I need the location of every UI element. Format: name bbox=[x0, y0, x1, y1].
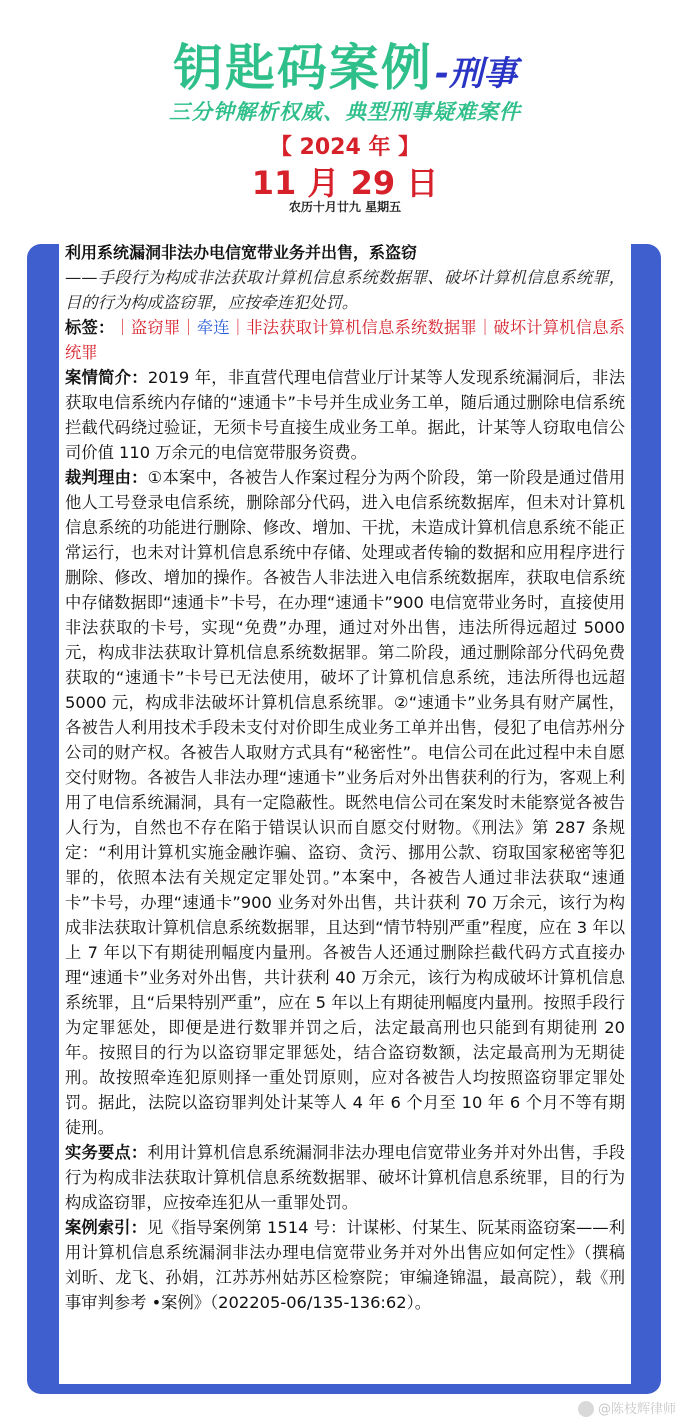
watermark bbox=[578, 1398, 676, 1418]
header bbox=[0, 0, 690, 245]
tag-item[interactable]: 牵连 bbox=[196, 318, 230, 337]
case-card bbox=[59, 232, 631, 1384]
watermark-text: @陈枝辉律师 bbox=[597, 1401, 676, 1417]
index-label: 案例索引： bbox=[65, 1218, 147, 1237]
title-suffix: -刑事 bbox=[434, 54, 518, 94]
reason-label: 裁判理由： bbox=[65, 468, 148, 487]
reason-text: ①本案中，各被告人作案过程分为两个阶段，第一阶段是通过借用他人工号登录电信系统，删除部分代码，进入电信系统数据库，但未对计算机信息系统的功能进行删除、修改、增加、干扰，未造成计算机信息系统不能正常运行，也未对计算机信息系统中存储、处理或者传输的数据和应用程序进行删除、修改、增加的操作。各被告人非法进入电信系统数据库，获取电信系统中存储数据即“速通卡”卡号，在办理“速通卡”900 电信宽带业务时，直接使用非法获取的卡号，实现“免费”办理，通过对外出售，违法所得远超过 5000 元，构成非法获取计算机信息系统数据罪。第二阶段，通过删除部分代码免费获取的“速通卡”卡号已无法使用，破坏了计算机信息系统，违法所得也远超 5000 元，构成非法破坏计算机信息系统罪。②“速通卡”业务具有财产属性，各被告人利用技术手段未支付对价即生成业务工单并出售，侵犯了电信苏州分公司的财产权。各被告人取财方式具有“秘密性”。电信公司在此过程中未自愿交付财物。各被告人非法办理“速通卡”业务后对外出售获利的行为，客观上利用了电信系统漏洞，具有一定隐蔽性。既然电信公司在案发时未能察觉各被告人行为，自然也不存在陷于错误认识而自愿交付财物。《刑法》第 287 条规定：“利用计算机实施金融诈骗、盗窃、贪污、挪用公款、窃取国家秘密等犯罪的，依照本法有关规定定罪处罚。”本案中，各被告人通过非法获取“速通卡”卡号，办理“速通卡”900 业务对外出售，共计获利 70 万余元，该行为构成非法获取计算机信息系统数据罪，且达到“情节特别严重”程度，应在 3 年以上 7 年以下有期徒刑幅度内量刑。各被告人还通过删除拦截代码方式直接办理“速通卡”业务对外出售，共计获利 40 万余元，该行为构成破坏计算机信息系统罪，且“后果特别严重”，应在 5 年以上有期徒刑幅度内量刑。按照手段行为定罪惩处，即便是进行数罪并罚之后，法定最高刑也只能到有期徒刑 20 年。按照目的行为以盗窃罪定罪惩处，结合盗窃数额，法定最高刑为无期徒刑。故按照牵连犯原则择一重处罚原则，应对各被告人均按照盗窃罪定罪处罚。据此，法院以盗窃罪判处计某等人 4 年 6 个月至 10 年 6 个月不等有期徒刑。 bbox=[65, 468, 625, 1137]
weibo-icon bbox=[578, 1401, 594, 1417]
brief-label: 案情简介： bbox=[65, 368, 148, 387]
tag-separator: ｜ bbox=[476, 318, 494, 337]
main-title: 钥匙码案例 bbox=[172, 39, 433, 97]
tags-row bbox=[65, 315, 625, 365]
case-title: 利用系统漏洞非法办电信宽带业务并出售，系盗窃 bbox=[65, 243, 418, 262]
lunar-date: 农历十月廿九 星期五 bbox=[288, 200, 402, 214]
year: 【 2024 年 】 bbox=[269, 135, 421, 160]
title-row bbox=[0, 28, 690, 100]
tag-separator: ｜ bbox=[114, 318, 131, 337]
points-text: 利用计算机信息系统漏洞非法办理电信宽带业务并对外出售，手段行为构成非法获取计算机信息系统数据罪、破坏计算机信息系统罪，目的行为构成盗窃罪，应按牵连犯从一重罪处罚。 bbox=[65, 1143, 625, 1212]
judgment-reasons bbox=[65, 465, 625, 1140]
case-index bbox=[65, 1215, 625, 1315]
points-label: 实务要点： bbox=[65, 1143, 148, 1162]
tag-separator: ｜ bbox=[229, 318, 247, 337]
date: 11 月 29 日 bbox=[251, 164, 439, 202]
case-subtitle: ——手段行为构成非法获取计算机信息系统数据罪、破坏计算机信息系统罪，目的行为构成盗窃罪，应按牵连犯处罚。 bbox=[65, 268, 625, 312]
index-text: 见《指导案例第 1514 号：计谋彬、付某生、阮某雨盗窃案——利用计算机信息系统漏洞非法办理电信宽带业务并对外出售应如何定性》（撰稿刘昕、龙飞、孙娟，江苏苏州姑苏区检察院；审编逄锦温，最高院），载《刑事审判参考 •案例》（202205-06/135-136:62）。 bbox=[65, 1218, 625, 1312]
case-brief bbox=[65, 365, 625, 465]
tag-item[interactable]: 盗窃罪 bbox=[130, 318, 181, 337]
tags-label: 标签： bbox=[65, 318, 115, 337]
tag-separator: ｜ bbox=[180, 318, 197, 337]
tag-item[interactable]: 破坏计算机信息系统罪 bbox=[65, 318, 625, 362]
practice-points bbox=[65, 1140, 625, 1215]
subtitle: 三分钟解析权威、典型刑事疑难案件 bbox=[169, 100, 521, 124]
brief-text: 2019 年，非直营代理电信营业厅计某等人发现系统漏洞后，非法获取电信系统内存储的“速通卡”卡号并生成业务工单，随后通过删除电信系统拦截代码绕过验证，无须卡号直接生成业务工单。据此，计某等人窃取电信公司价值 110 万余元的电信宽带服务资费。 bbox=[65, 368, 625, 462]
tag-item[interactable]: 非法获取计算机信息系统数据罪 bbox=[246, 318, 477, 337]
